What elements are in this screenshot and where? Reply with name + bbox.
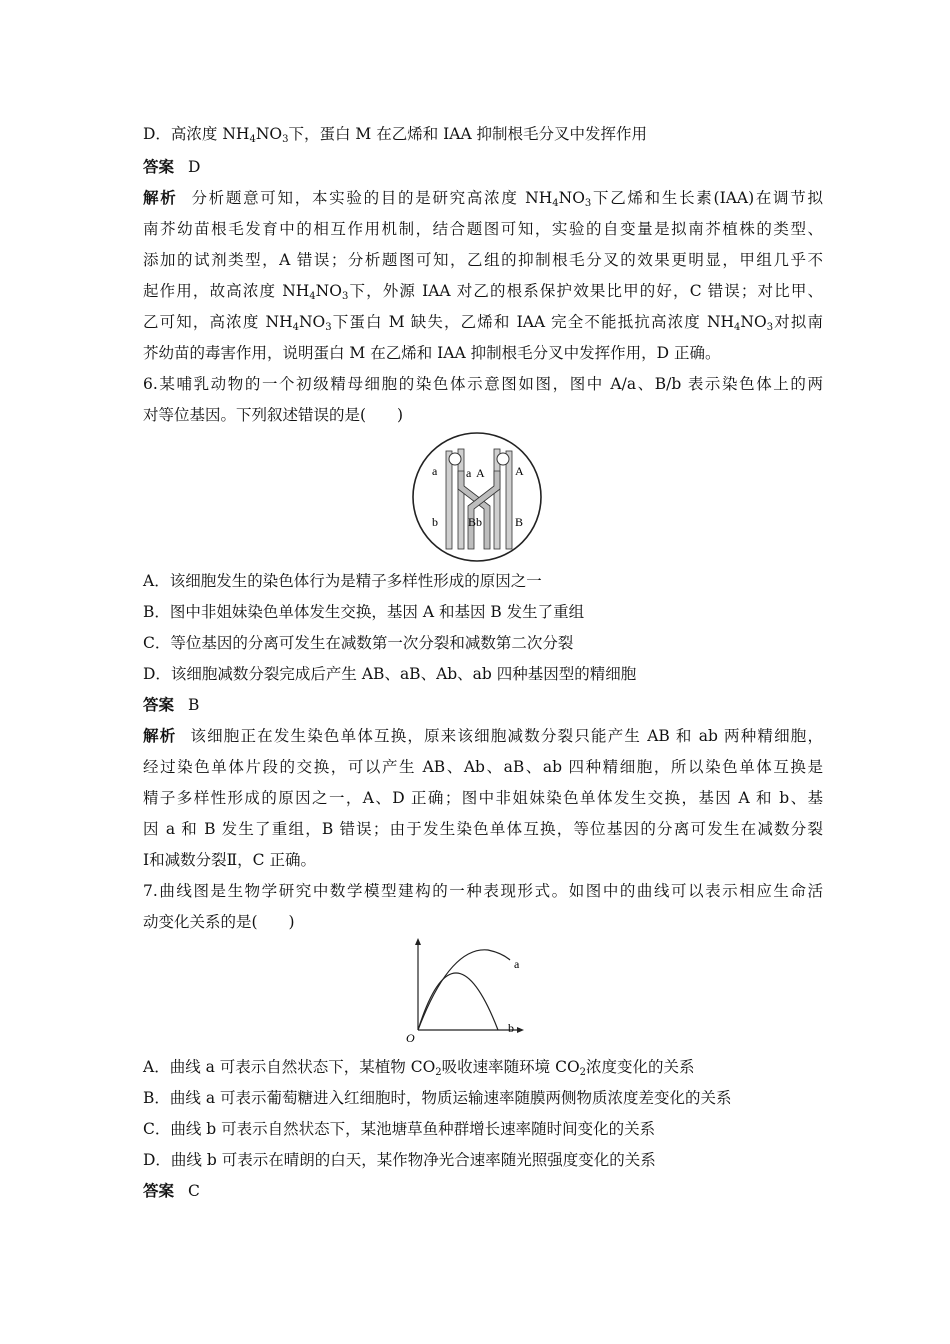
q5-analysis-line-5: 乙可知，高浓度 $NH_4NO_3$下蛋白 M 缺失，乙烯和 IAA 完全不能抵抗高浓度 $NH_4NO_3$对拟南 [143,313,823,333]
q5-analysis-line-3: 添加的试剂类型，A 错误；分析题图可知，乙组的抑制根毛分叉的效果更明显，甲组几乎不 [143,251,823,269]
q5-answer: 答案 D [143,157,201,176]
q6-analysis-line-4: 因 a 和 B 发生了重组，B 错误；由于发生染色单体互换，等位基因的分离可发生在减数分裂 [143,820,823,838]
q6-stem-line-1: 6.某哺乳动物的一个初级精母细胞的染色体示意图如图，图中 A/a、B/b 表示染色体上的两 [143,375,823,393]
label-A-mid: A [476,466,485,480]
chromatid-left-outer [446,451,452,549]
q5-analysis-line-2: 南芥幼苗根毛发育中的相互作用机制，结合题图可知，实验的自变量是拟南芥植株的类型、 [143,220,823,238]
curve-chart [402,936,532,1048]
q6-answer: 答案 B [143,695,200,714]
label-b-left: b [432,515,438,529]
q7-option-c: C．曲线 b 可表示自然状态下，某池塘草鱼种群增长速率随时间变化的关系 [143,1120,656,1138]
q5-option-d: D．高浓度 $NH_4NO_3$下，蛋白 M 在乙烯和 IAA 抑制根毛分叉中发挥作用 [143,125,648,145]
curve-a-label: a [514,957,520,971]
q6-analysis-line-1: 解析 该细胞正在发生染色单体互换，原来该细胞减数分裂只能产生 AB 和 ab 两种精细胞， [143,726,823,745]
q6-analysis-line-5: Ⅰ和减数分裂Ⅱ，C 正确。 [143,851,316,869]
label-Bb-mid: Bb [468,515,483,529]
q6-option-b: B．图中非姐妹染色单体发生交换，基因 A 和基因 B 发生了重组 [143,603,585,621]
q6-option-d: D．该细胞减数分裂完成后产生 AB、aB、Ab、ab 四种基因型的精细胞 [143,665,637,683]
origin-label: O [406,1031,415,1045]
curve-a [418,950,510,1030]
q5-analysis-line-6: 芥幼苗的毒害作用，说明蛋白 M 在乙烯和 IAA 抑制根毛分叉中发挥作用，D 正确。 [143,344,721,362]
q6-option-a: A．该细胞发生的染色体行为是精子多样性形成的原因之一 [143,572,542,590]
x-axis-arrow [517,1027,524,1033]
centromere-left [449,453,461,465]
q7-option-d: D．曲线 b 可表示在晴朗的白天，某作物净光合速率随光照强度变化的关系 [143,1151,656,1169]
q6-analysis-line-2: 经过染色单体片段的交换，可以产生 AB、Ab、aB、ab 四种精细胞，所以染色单体互换是 [143,758,823,776]
q6-stem-line-2: 对等位基因。下列叙述错误的是( ) [143,406,404,424]
label-B-right: B [515,515,524,529]
chromatid-right-outer [506,451,512,549]
chromosome-figure [410,431,544,563]
y-axis-arrow [415,938,421,945]
centromere-right [497,453,509,465]
q7-stem-line-2: 动变化关系的是( ) [143,913,295,931]
q6-option-c: C．等位基因的分离可发生在减数第一次分裂和减数第二次分裂 [143,634,574,652]
q7-option-a: A．曲线 a 可表示自然状态下，某植物 $CO_2$吸收速率随环境 $CO_2$浓度变化的关系 [143,1058,695,1078]
q7-stem-line-1: 7.曲线图是生物学研究中数学模型建构的一种表现形式。如图中的曲线可以表示相应生命活 [143,882,823,900]
label-a-left: a [432,464,438,478]
q5-analysis-line-4: 起作用，故高浓度 $NH_4NO_3$下，外源 IAA 对乙的根系保护效果比甲的好，C 错误；对比甲、 [143,282,823,302]
q7-option-b: B．曲线 a 可表示葡萄糖进入红细胞时，物质运输速率随膜两侧物质浓度差变化的关系 [143,1089,732,1107]
label-A-right: A [515,464,524,478]
q6-analysis-line-3: 精子多样性形成的原因之一，A、D 正确；图中非姐妹染色单体发生交换，基因 A 和 b、基 [143,789,823,807]
label-a-mid: a [466,466,472,480]
curve-b-label: b [508,1021,514,1035]
q5-analysis-line-1: 解析 分析题意可知，本实验的目的是研究高浓度 $NH_4NO_3$下乙烯和生长素(IAA)在调节拟 [143,188,823,209]
q7-answer: 答案 C [143,1181,200,1200]
